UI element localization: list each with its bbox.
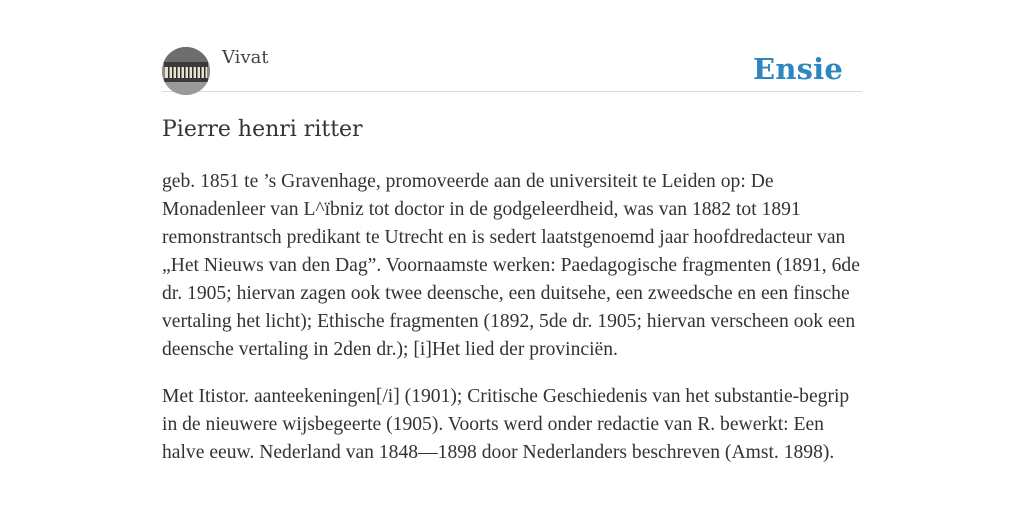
article-body [162, 168, 864, 486]
article-title: Pierre henri ritter [162, 117, 363, 142]
article-paragraph: Met Itistor. aanteekeningen[/i] (1901); Critische Geschiedenis van het substantie-begrip in de nieuwere wijsbegeerte (1905). Voorts werd onder redactie van R. bewerkt: Een halve eeuw. Nederland van 1848—1898 door Nederlanders beschreven (Amst. 1898). [162, 386, 850, 463]
brand-logo[interactable]: Ensie [753, 52, 843, 86]
library-bookshelf-avatar-icon[interactable] [162, 47, 210, 95]
site-name[interactable]: Vivat [222, 47, 269, 68]
article-paragraph: geb. 1851 te ’s Gravenhage, promoveerde aan de universiteit te Leiden op: De Monadenleer van L^ïbniz tot doctor in de godgeleerdheid, was van 1882 tot 1891 remonstrantsch predikant te Utrecht en is sedert laatstgenoemd jaar hoofdredacteur van „Het Nieuws van den Dag”. Voornaamste werken: Paedagogische fragmenten (1891, 6de dr. 1905; hiervan zagen ook twee deensche, een duitsehe, een zweedsche en een finsche vertaling het licht); Ethische fragmenten (1892, 5de dr. 1905; hiervan verscheen ook een deensche vertaling in 2den dr.); [i]Het lied der provinciën. [162, 171, 860, 360]
header [162, 46, 862, 92]
